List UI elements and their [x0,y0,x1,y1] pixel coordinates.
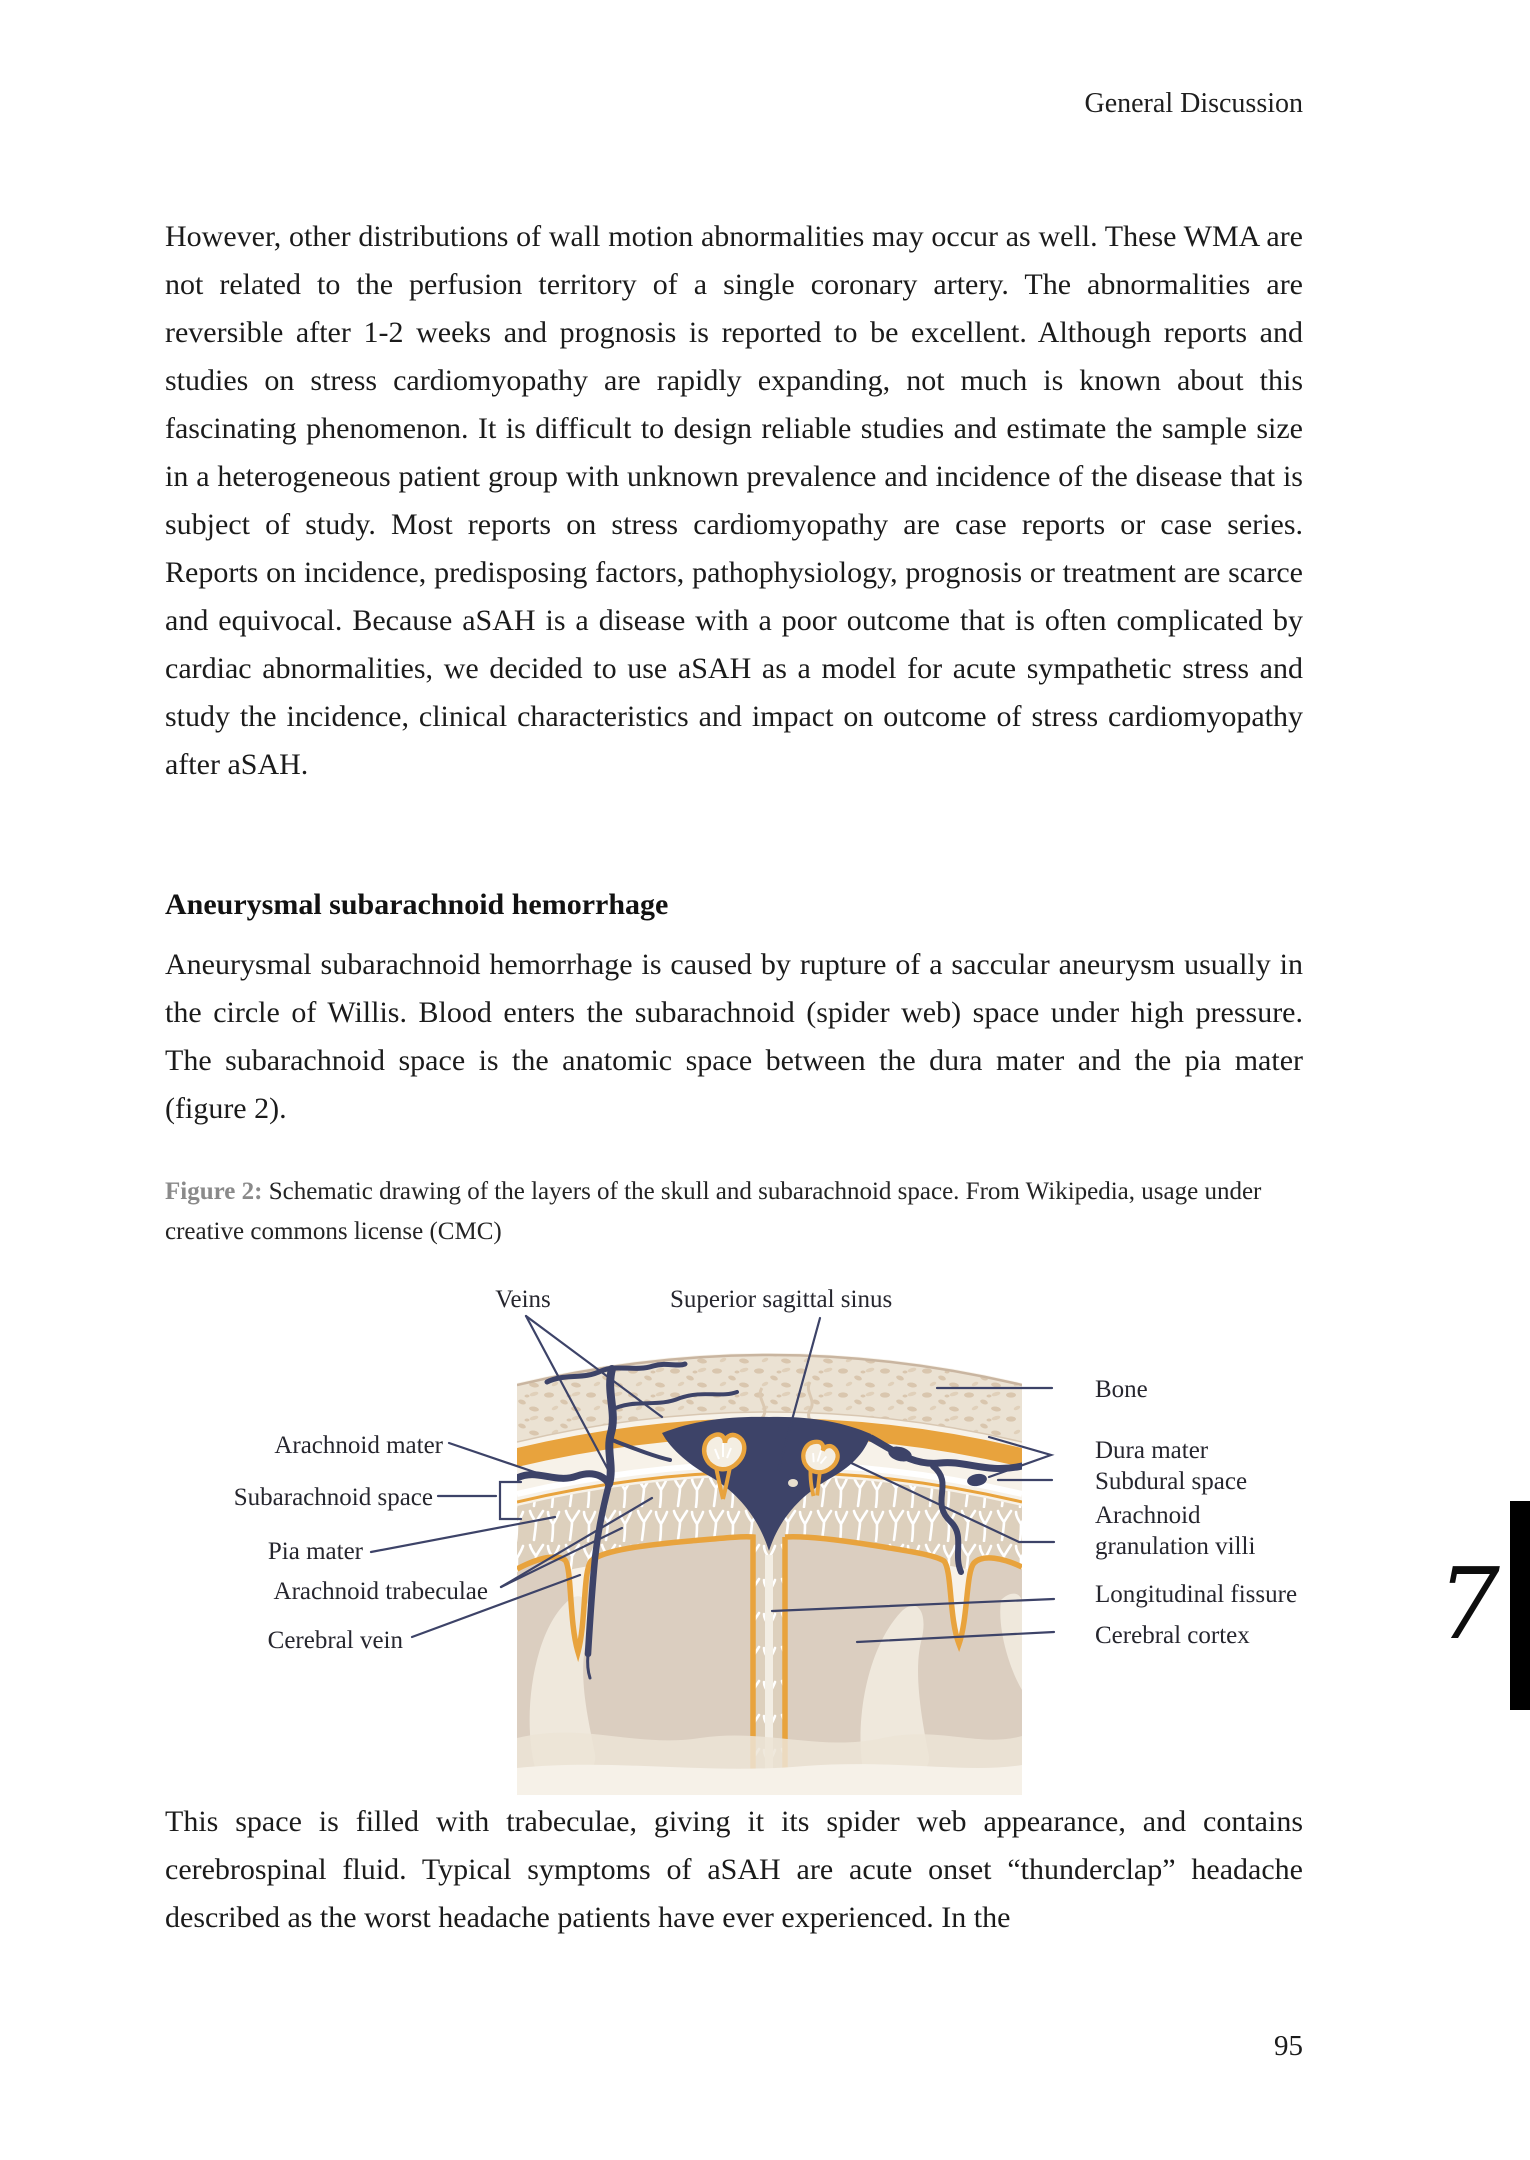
label-longitudinal-fissure: Longitudinal fissure [1095,1581,1298,1608]
body-paragraph-1: However, other distributions of wall motion abnormalities may occur as well. These WMA are not related to the perfusion territory of a single coronary artery. The abnormalities are reversible after 1-2 weeks and prognosis is reported to be excellent. Although reports and studies on stress cardiomyopathy are rapidly expanding, not much is known about this fascinating phenomenon. It is difficult to design reliable studies and estimate the sample size in a heterogeneous patient group with unknown prevalence and incidence of the disease that is subject of study. Most reports on stress cardiomyopathy are case reports or case series. Reports on incidence, predisposing factors, pathophysiology, prognosis or treatment are scarce and equivocal. Because aSAH is a disease with a poor outcome that is often complicated by cardiac abnormalities, we decided to use aSAH as a model for acute sympathetic stress and study the incidence, clinical characteristics and impact on outcome of stress cardiomyopathy after aSAH. [165,220,1303,781]
label-dura-mater: Dura mater [1095,1437,1209,1464]
body-paragraph-3: This space is filled with trabeculae, giving it its spider web appearance, and contains cerebrospinal fluid. Typical symptoms of aSAH are acute onset “thunderclap” headache described as the worst headache patients have ever experienced. In the [165,1805,1303,1934]
sinus-highlight-spot [788,1479,798,1487]
label-superior-sagittal-sinus: Superior sagittal sinus [670,1286,893,1313]
label-bone: Bone [1095,1376,1148,1403]
figure-caption-label: Figure 2: [165,1178,263,1205]
vein-trunk [609,1369,613,1484]
label-arachnoid-trabeculae: Arachnoid trabeculae [273,1578,488,1605]
label-arachnoid-mater: Arachnoid mater [274,1432,443,1459]
chapter-number: 7 [1437,1548,1500,1662]
diagram-drawing [517,1323,1022,1795]
figure-caption-line1: Schematic drawing of the layers of the skull and subarachnoid space. From Wikipedia, usage under [262,1178,1262,1205]
chapter-tab-bar [1510,1501,1530,1710]
label-cerebral-vein: Cerebral vein [267,1627,403,1654]
running-header: General Discussion [1084,88,1303,119]
label-cerebral-cortex: Cerebral cortex [1095,1622,1250,1649]
figure-caption [165,1172,1305,1252]
label-arachnoid-granulation-villi: Arachnoid granulation villi [1095,1502,1256,1561]
label-subdural-space: Subdural space [1095,1468,1248,1495]
bottom-fade-band2 [517,1764,1022,1795]
figure-2-diagram [165,1270,1310,1795]
body-paragraph-2: Aneurysmal subarachnoid hemorrhage is caused by rupture of a saccular aneurysm usually in the circle of Willis. Blood enters the subarachnoid (spider web) space under high pressure. The subarachnoid space is the anatomic space between the dura mater and the pia mater (figure 2). [165,948,1303,1125]
figure-caption-line2: creative commons license (CMC) [165,1218,502,1245]
section-heading: Aneurysmal subarachnoid hemorrhage [165,888,669,921]
label-subarachnoid-space: Subarachnoid space [233,1484,433,1511]
label-pia-mater: Pia mater [267,1538,363,1565]
label-veins: Veins [495,1286,551,1313]
page-number: 95 [1274,2030,1303,2062]
